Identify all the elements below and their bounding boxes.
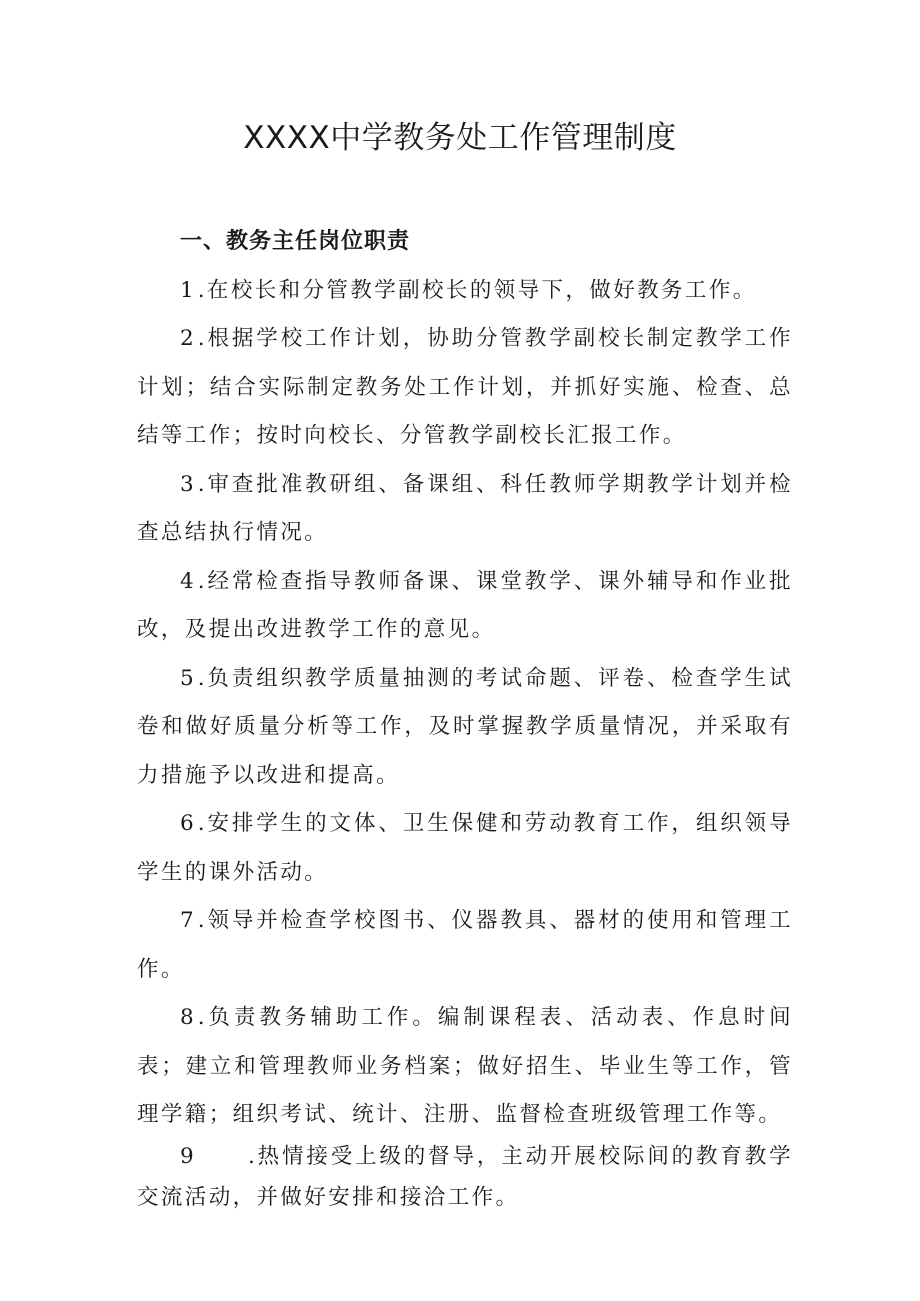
item-number: 7: [180, 908, 198, 933]
list-item: [137, 1136, 793, 1218]
item-text: .领导并检查学校图书、仪器教具、器材的使用和管理工作。: [137, 908, 793, 982]
item-text: .安排学生的文体、卫生保健和劳动教育工作，组织领导学生的课外活动。: [137, 811, 793, 885]
item-number: 5: [180, 665, 198, 691]
list-item: [137, 800, 793, 897]
item-number: 9: [180, 1143, 194, 1169]
item-text: .在校长和分管教学副校长的领导下，做好教务工作。: [197, 277, 757, 303]
item-text: .经常检查指导教师备课、课堂教学、课外辅导和作业批改，及提出改进教学工作的意见。: [137, 568, 793, 642]
item-number: 1: [180, 277, 198, 303]
document-body: [137, 218, 793, 1218]
item-number: 3: [180, 471, 198, 497]
item-text: .根据学校工作计划，协助分管教学副校长制定教学工作计划；结合实际制定教务处工作计划，并抓好实施、检查、总结等工作；按时向校长、分管教学副校长汇报工作。: [137, 326, 793, 448]
item-number: 2: [180, 326, 198, 351]
section-heading: 一、教务主任岗位职责: [180, 229, 411, 254]
list-item: [137, 267, 793, 316]
item-text: .审查批准教研组、备课组、科任教师学期教学计划并检查总结执行情况。: [137, 471, 793, 545]
item-text: .负责教务辅助工作。编制课程表、活动表、作息时间表；建立和管理教师业务档案；做好招生、毕业生等工作，管理学籍；组织考试、统计、注册、监督检查班级管理工作等。: [137, 1005, 793, 1127]
item-text: .热情接受上级的督导，主动开展校际间的教育教学交流活动，并做好安排和接洽工作。: [137, 1143, 793, 1210]
list-item: [137, 461, 793, 558]
list-item: [137, 315, 793, 461]
list-item: [137, 897, 793, 994]
item-number: 6: [180, 811, 198, 836]
item-number: 4: [180, 568, 198, 594]
item-number: 8: [180, 1005, 198, 1030]
list-item: [137, 558, 793, 655]
list-item: [137, 655, 793, 801]
item-text: .负责组织教学质量抽测的考试命题、评卷、检查学生试卷和做好质量分析等工作，及时掌握教学质量情况，并采取有力措施予以改进和提高。: [137, 665, 793, 788]
list-item: [137, 994, 793, 1140]
document-title: XXXX中学教务处工作管理制度: [243, 120, 677, 156]
